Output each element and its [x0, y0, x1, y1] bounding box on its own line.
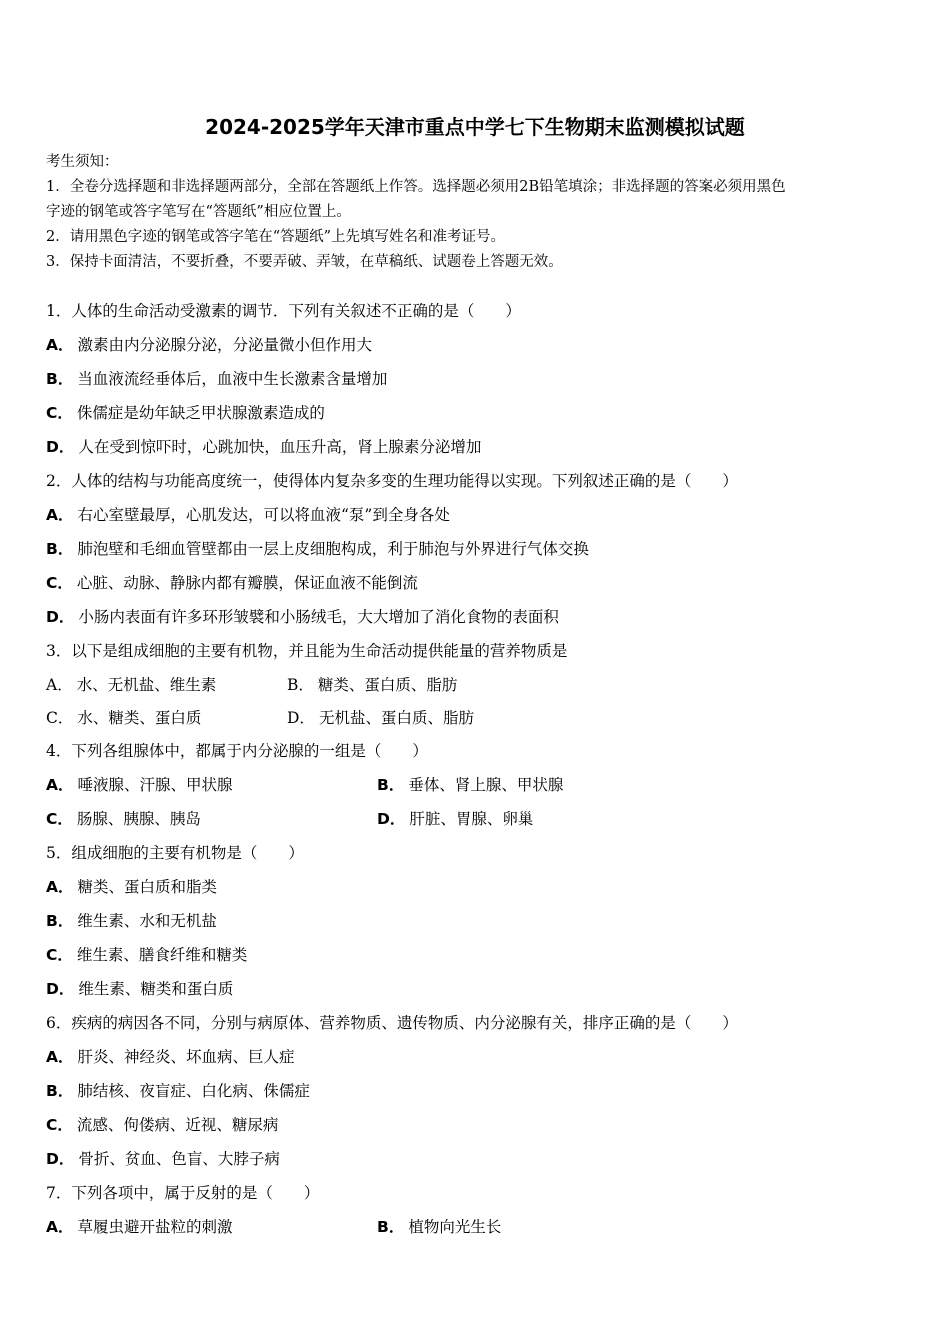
question-stem: 6．疾病的病因各不同，分别与病原体、营养物质、遗传物质、内分泌腺有关，排序正确的是（ ）	[46, 1014, 738, 1032]
option-letter: B．	[377, 776, 405, 794]
option-letter: A．	[46, 878, 74, 896]
option-letter: C．	[46, 574, 73, 592]
option-text: 当血液流经垂体后，血液中生长激素含量增加	[77, 370, 388, 388]
option-text: 肺泡壁和毛细血管壁都由一层上皮细胞构成，利于肺泡与外界进行气体交换	[77, 540, 589, 558]
option-a	[46, 1218, 233, 1236]
option-letter: A．	[46, 506, 74, 524]
question-stem: 4．下列各组腺体中，都属于内分泌腺的一组是（ ）	[46, 742, 428, 760]
notice-item: 1．全卷分选择题和非选择题两部分，全部在答题纸上作答。选择题必须用2B铅笔填涂；非选择题的答案必须用黑色	[46, 179, 786, 195]
option-letter: D．	[46, 438, 75, 456]
option-row	[46, 675, 906, 695]
option-letter: A．	[46, 676, 73, 694]
option-text: 流感、佝偻病、近视、糖尿病	[76, 1116, 279, 1134]
option-a	[46, 776, 233, 794]
option-c	[46, 403, 325, 423]
option-text: 水、无机盐、维生素	[76, 676, 217, 694]
option-letter: D．	[46, 980, 75, 998]
question-stem: 2．人体的结构与功能高度统一，使得体内复杂多变的生理功能得以实现。下列叙述正确的是（ ）	[46, 472, 738, 490]
option-letter: B．	[46, 1082, 74, 1100]
option-c	[46, 573, 418, 593]
option-text: 侏儒症是幼年缺乏甲状腺激素造成的	[76, 404, 325, 422]
option-text: 唾液腺、汗腺、甲状腺	[77, 776, 233, 794]
option-text: 骨折、贫血、色盲、大脖子病	[78, 1150, 280, 1168]
option-a	[46, 335, 372, 355]
option-letter: A．	[46, 336, 74, 354]
option-d	[377, 809, 533, 829]
option-a	[46, 676, 216, 694]
option-letter: B．	[46, 912, 74, 930]
question-stem: 5．组成细胞的主要有机物是（ ）	[46, 844, 304, 862]
option-b	[377, 1217, 501, 1237]
option-text: 维生素、糖类和蛋白质	[78, 980, 234, 998]
option-letter: D．	[46, 1150, 75, 1168]
option-letter: D．	[377, 810, 406, 828]
question-stem: 7．下列各项中，属于反射的是（ ）	[46, 1184, 320, 1202]
option-b	[377, 775, 563, 795]
question-stem: 3．以下是组成细胞的主要有机物，并且能为生命活动提供能量的营养物质是	[46, 642, 568, 660]
notice-item: 2．请用黑色字迹的钢笔或答字笔在“答题纸”上先填写姓名和准考证号。	[46, 229, 506, 245]
option-text: 小肠内表面有许多环形皱襞和小肠绒毛，大大增加了消化食物的表面积	[78, 608, 559, 626]
option-d	[46, 979, 233, 999]
option-text: 无机盐、蛋白质、脂肪	[318, 709, 474, 727]
option-text: 心脏、动脉、静脉内都有瓣膜，保证血液不能倒流	[76, 574, 418, 592]
option-letter: C．	[46, 946, 73, 964]
notice-heading: 考生须知：	[46, 154, 119, 170]
option-d	[287, 708, 474, 728]
option-row	[46, 775, 906, 795]
option-letter: C．	[46, 404, 73, 422]
option-text: 维生素、水和无机盐	[77, 912, 217, 930]
option-text: 右心室壁最厚，心肌发达，可以将血液“泵”到全身各处	[77, 506, 450, 524]
notice-item: 字迹的钢笔或答字笔写在“答题纸”相应位置上。	[46, 204, 351, 220]
option-text: 人在受到惊吓时，心跳加快，血压升高，肾上腺素分泌增加	[78, 438, 482, 456]
option-letter: B．	[377, 1218, 405, 1236]
question-stem: 1．人体的生命活动受激素的调节．下列有关叙述不正确的是（ ）	[46, 302, 521, 320]
option-a	[46, 877, 217, 897]
option-letter: C．	[46, 1116, 73, 1134]
option-d	[46, 1149, 280, 1169]
option-letter: A．	[46, 776, 74, 794]
option-c	[46, 945, 247, 965]
page-title: 2024-2025学年天津市重点中学七下生物期末监测模拟试题	[205, 115, 745, 139]
option-letter: B．	[46, 370, 74, 388]
option-text: 水、糖类、蛋白质	[77, 709, 202, 727]
option-text: 糖类、蛋白质、脂肪	[317, 676, 458, 694]
option-text: 维生素、膳食纤维和糖类	[76, 946, 248, 964]
option-text: 植物向光生长	[408, 1218, 502, 1236]
option-b	[46, 369, 387, 389]
option-a	[46, 1047, 295, 1067]
option-c	[46, 810, 201, 828]
option-c	[46, 1115, 278, 1135]
notice-item: 3．保持卡面清洁，不要折叠，不要弄破、弄皱，在草稿纸、试题卷上答题无效。	[46, 254, 563, 270]
option-row	[46, 708, 906, 728]
option-letter: C．	[46, 709, 74, 727]
option-letter: D．	[287, 709, 315, 727]
option-text: 肝脏、胃腺、卵巢	[409, 810, 534, 828]
option-text: 糖类、蛋白质和脂类	[77, 878, 218, 896]
option-letter: A．	[46, 1048, 74, 1066]
option-d	[46, 607, 559, 627]
option-d	[46, 437, 481, 457]
option-text: 肠腺、胰腺、胰岛	[76, 810, 201, 828]
option-text: 激素由内分泌腺分泌，分泌量微小但作用大	[77, 336, 373, 354]
option-row	[46, 809, 906, 829]
option-letter: A．	[46, 1218, 74, 1236]
option-text: 肺结核、夜盲症、白化病、侏儒症	[77, 1082, 310, 1100]
option-b	[46, 1081, 310, 1101]
option-text: 肝炎、神经炎、坏血病、巨人症	[77, 1048, 295, 1066]
option-b	[46, 539, 589, 559]
option-letter: C．	[46, 810, 73, 828]
option-text: 垂体、肾上腺、甲状腺	[408, 776, 564, 794]
option-letter: D．	[46, 608, 75, 626]
option-row	[46, 1217, 906, 1237]
option-c	[46, 709, 201, 727]
option-b	[287, 675, 457, 695]
option-letter: B．	[287, 676, 314, 694]
option-text: 草履虫避开盐粒的刺激	[77, 1218, 233, 1236]
option-a	[46, 505, 450, 525]
option-letter: B．	[46, 540, 74, 558]
option-b	[46, 911, 217, 931]
